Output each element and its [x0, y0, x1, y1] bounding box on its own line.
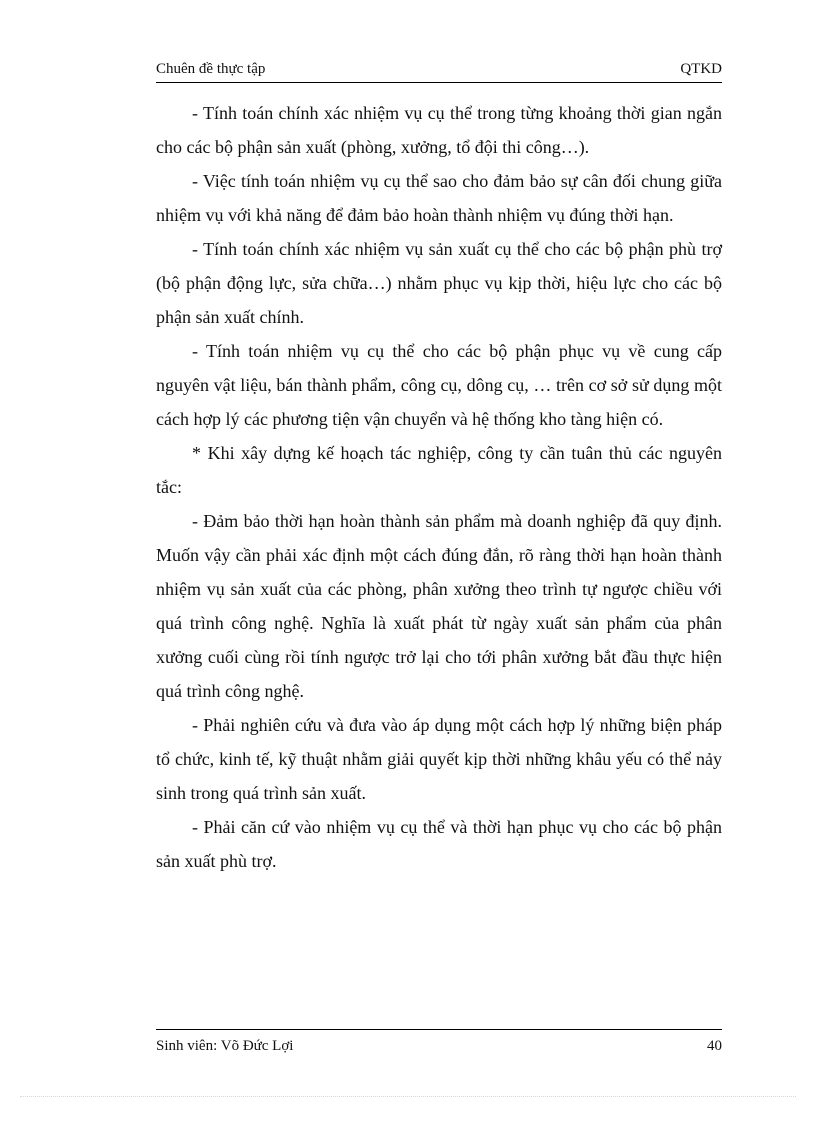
paragraph: * Khi xây dựng kế hoạch tác nghiệp, công ty cần tuân thủ các nguyên tắc:: [156, 443, 722, 497]
paragraph: - Tính toán chính xác nhiệm vụ cụ thể trong từng khoảng thời gian ngắn cho các bộ phận sản xuất (phòng, xưởng, tổ đội thi công…).: [156, 103, 722, 157]
paragraph: - Phải căn cứ vào nhiệm vụ cụ thể và thời hạn phục vụ cho các bộ phận sản xuất phù trợ.: [156, 817, 722, 871]
header-title: Chuên đề thực tập: [156, 61, 266, 77]
page-number: 40: [707, 1038, 722, 1054]
page-footer: [156, 1029, 722, 1054]
paragraph: - Đảm bảo thời hạn hoàn thành sản phẩm mà doanh nghiệp đã quy định. Muốn vậy cần phải xác định một cách đúng đắn, rõ ràng thời hạn hoàn thành nhiệm vụ sản xuất của các phòng, phân xưởng theo trình tự ngược chiều với quá trình công nghệ. Nghĩa là xuất phát từ ngày xuất sản phẩm của phân xưởng cuối cùng rồi tính ngược trở lại cho tới phân xưởng bắt đầu thực hiện quá trình công nghệ.: [156, 511, 722, 701]
paragraph: - Tính toán nhiệm vụ cụ thể cho các bộ phận phục vụ về cung cấp nguyên vật liệu, bán thành phẩm, công cụ, dông cụ, … trên cơ sở sử dụng một cách hợp lý các phương tiện vận chuyển và hệ thống kho tàng hiện có.: [156, 341, 722, 429]
body-text: [156, 96, 722, 878]
paragraph: - Phải nghiên cứu và đưa vào áp dụng một cách hợp lý những biện pháp tổ chức, kinh tế, kỹ thuật nhằm giải quyết kịp thời những khâu yếu có thể nảy sinh trong quá trình sản xuất.: [156, 715, 722, 803]
page-bottom-divider: [20, 1096, 796, 1097]
paragraph: - Tính toán chính xác nhiệm vụ sản xuất cụ thể cho các bộ phận phù trợ (bộ phận động lực, sửa chữa…) nhằm phục vụ kịp thời, hiệu lực cho các bộ phận sản xuất chính.: [156, 239, 722, 327]
header-section: QTKD: [680, 61, 722, 77]
paragraph: - Việc tính toán nhiệm vụ cụ thể sao cho đảm bảo sự cân đối chung giữa nhiệm vụ với khả năng để đảm bảo hoàn thành nhiệm vụ đúng thời hạn.: [156, 171, 722, 225]
student-name: Sinh viên: Võ Đức Lợi: [156, 1038, 294, 1054]
page-header: [156, 56, 722, 83]
